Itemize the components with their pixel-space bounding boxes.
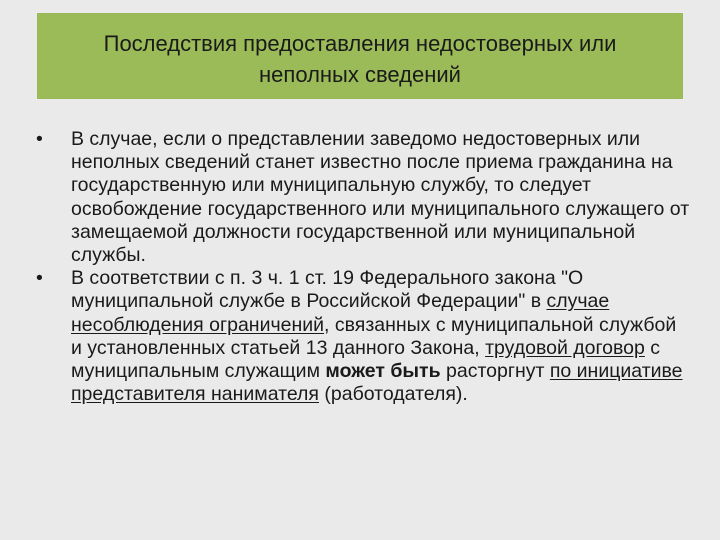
bullet-marker: • xyxy=(36,267,43,290)
bullet-text-1: В случае, если о представлении заведомо недостоверных или неполных сведений станет известно после приема гражданина на государственную или муниципальную службу, то следует освобождение государственного или муниципального служащего от замещаемой должности государственной или муниципальной службы. xyxy=(71,128,690,267)
bullet-text-2-part-5: (работодателя). xyxy=(318,383,468,406)
bullet-text-2-part-2: , связанных с муниципальной службой и установленных статьей 13 данного Закона, xyxy=(71,313,677,359)
underlined-phrase-contract: трудовой договор xyxy=(485,336,645,359)
title-bar xyxy=(37,13,683,99)
bullet-text-2-part-1: В соответствии с п. 3 ч. 1 ст. 19 Федерального закона "О муниципальной службе в Российской Федерации" в xyxy=(71,267,584,313)
bold-phrase-may-be: может быть xyxy=(325,360,441,383)
slide-title: Последствия предоставления недостоверных или неполных сведений xyxy=(103,31,617,87)
bullet-item-2 xyxy=(36,267,692,406)
bullet-text-2-part-4: расторгнут xyxy=(440,360,550,383)
slide-content xyxy=(36,128,692,406)
bullet-item-1 xyxy=(36,128,692,267)
underlined-phrase-employer-initiative: по инициативе представителя нанимателя xyxy=(71,360,683,406)
underlined-phrase-restrictions: случае несоблюдения ограничений xyxy=(71,290,610,336)
bullet-marker: • xyxy=(36,128,43,150)
bullet-text-2-part-3: с муниципальным служащим xyxy=(71,336,661,383)
